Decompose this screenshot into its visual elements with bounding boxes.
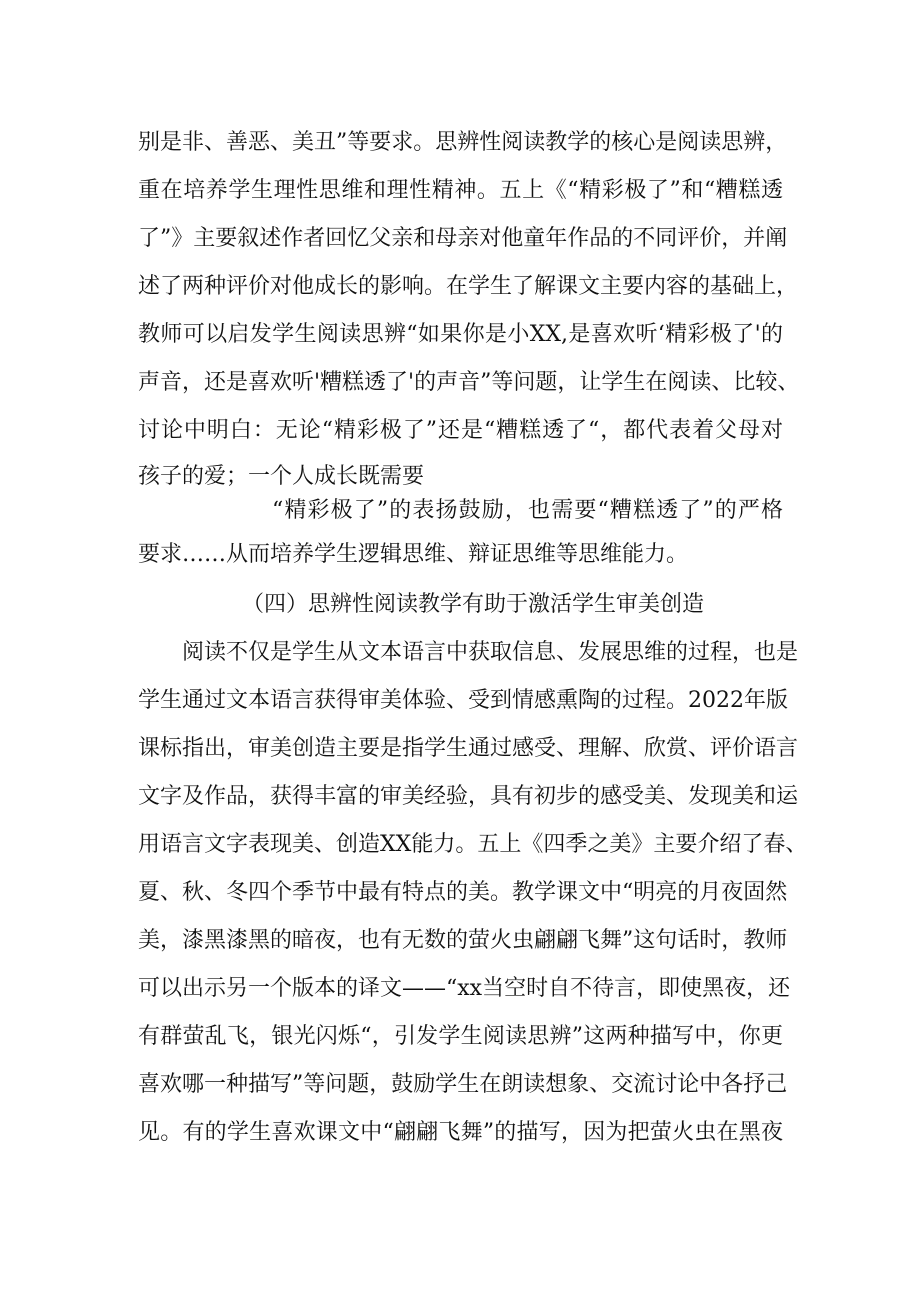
text-line-3: 了”》主要叙述作者回忆父亲和母亲对他童年作品的不同评价，并阐 (138, 226, 788, 251)
text-line-18: 美，漆黑漆黑的暗夜，也有无数的萤火虫翩翩飞舞”这句话时，教师 (138, 928, 788, 953)
text-line-12: 阅读不仅是学生从文本语言中获取信息、发展思维的过程，也是 (182, 640, 799, 665)
section-heading: （四）思辨性阅读教学有助于激活学生审美创造 (242, 592, 705, 617)
text-line-13: 学生通过文本语言获得审美体验、受到情感熏陶的过程。2022年版 (138, 688, 788, 713)
text-line-19: 可以出示另一个版本的译文——“xx当空时自不待言，即使黑夜，还 (138, 976, 791, 1001)
text-line-2: 重在培养学生理性思维和理性精神。五上《“精彩极了”和“糟糕透 (138, 178, 783, 203)
text-line-17: 夏、秋、冬四个季节中最有特点的美。教学课文中“明亮的月夜固然 (138, 880, 788, 905)
text-line-1: 别是非、善恶、美丑”等要求。思辨性阅读教学的核心是阅读思辨， (138, 130, 788, 155)
text-line-14: 课标指出，审美创造主要是指学生通过感受、理解、欣赏、评价语言 (138, 736, 799, 761)
text-line-9: “精彩极了”的表扬鼓励，也需要“糟糕透了”的严格 (272, 498, 783, 523)
text-line-7: 讨论中明白：无论“精彩极了”还是“糟糕透了“，都代表着父母对 (138, 418, 783, 443)
text-line-8: 孩子的爱；一个人成长既需要 (138, 464, 425, 489)
text-line-5: 教师可以启发学生阅读思辨“如果你是小XX,是喜欢听‘精彩极了'的 (138, 322, 783, 347)
text-line-20: 有群萤乱飞，银光闪烁“，引发学生阅读思辨”这两种描写中，你更 (138, 1024, 783, 1049)
text-line-6: 声音，还是喜欢听'糟糕透了'的声音”等问题，让学生在阅读、比较、 (138, 370, 800, 395)
text-line-10: 要求……从而培养学生逻辑思维、辩证思维等思维能力。 (138, 542, 689, 567)
text-line-4: 述了两种评价对他成长的影响。在学生了解课文主要内容的基础上， (138, 274, 799, 299)
text-line-15: 文字及作品，获得丰富的审美经验，具有初步的感受美、发现美和运 (138, 784, 799, 809)
text-line-21: 喜欢哪一种描写”等问题，鼓励学生在朗读想象、交流讨论中各抒己 (138, 1072, 788, 1097)
text-line-22: 见。有的学生喜欢课文中“翩翩飞舞”的描写，因为把萤火虫在黑夜 (138, 1120, 783, 1145)
text-line-16: 用语言文字表现美、创造XX能力。五上《四季之美》主要介绍了春、 (138, 832, 808, 857)
